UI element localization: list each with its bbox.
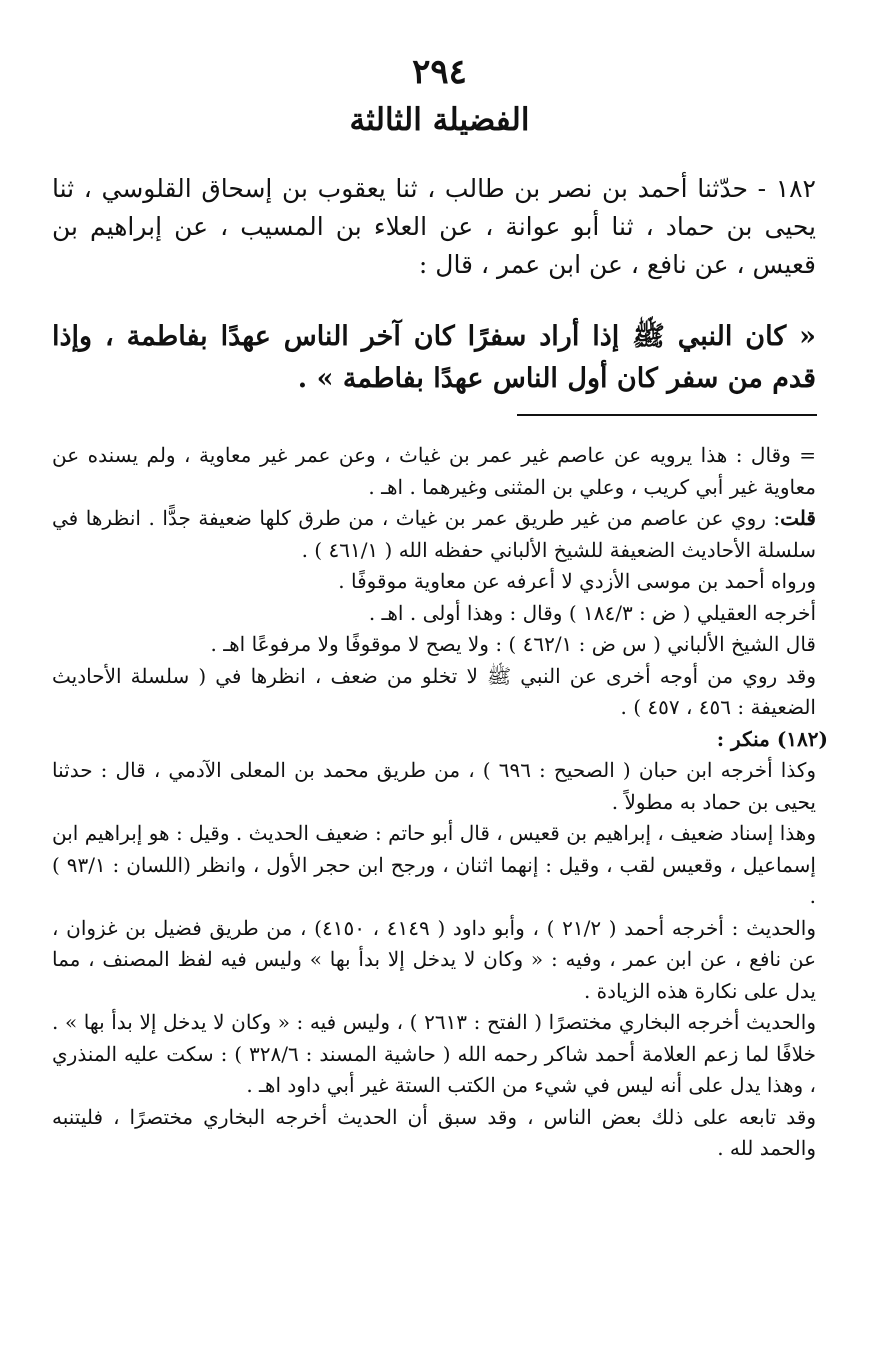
page-number: ٢٩٤ [412,52,467,92]
footnote-separator [517,414,817,416]
chapter-title: الفضيلة الثالثة [349,102,530,138]
footnote-bukhari: والحديث أخرجه البخاري مختصرًا ( الفتح : ٢٦١٣ ) ، وليس فيه : « وكان لا يدخل إلا بدأ بها » . خلافًا لما زعم العلامة أحمد شاكر رحمه الله ( حاشية المسند : ٣٢٨/٦ ) : سكت عليه المنذري ، وهذا يدل على أنه ليس في شيء من الكتب الستة غير أبي داود اهـ . [52,1010,817,1097]
qult-text: : روي عن عاصم من غير طريق عمر بن غياث ، من طرق كلها ضعيفة جدًّا . انظرها في سلسلة الأحاديث الضعيفة للشيخ الألباني حفظه الله ( ٤٦١/١ ) . [52,506,816,562]
footnotes [52,440,828,1165]
qult-label: قلت [780,506,816,530]
footnote-isnad-weak: وهذا إسناد ضعيف ، إبراهيم بن قعيس ، قال أبو حاتم : ضعيف الحديث . وقيل : هو إبراهيم ابن إسماعيل ، وقعيس لقب ، وقيل : إنهما اثنان ، ورجح ابن حجر الأول ، وانظر (اللسان : ٩٣/١ ) . [52,821,816,908]
footnote-albani: قال الشيخ الألباني ( س ض : ٤٦٢/١ ) : ولا يصح لا موقوفًا ولا مرفوعًا اهـ . [210,632,816,656]
hadith-matn: « كان النبي ﷺ إذا أراد سفرًا كان آخر الناس عهدًا بفاطمة ، وإذا قدم من سفر كان أول الناس عهدًا بفاطمة » . [52,321,816,394]
footnote-azdi: ورواه أحمد بن موسى الأزدي لا أعرفه عن معاوية موقوفًا . [338,569,816,593]
hadith-grade: (١٨٢) منكر : [716,726,828,751]
footnote-qult [52,503,816,566]
footnote-ahmad-abudawud: والحديث : أخرجه أحمد ( ٢١/٢ ) ، وأبو داود ( ٤١٤٩ ، ٤١٥٠) ، من طريق فضيل بن غزوان ، عن نافع ، عن ابن عمر ، وفيه : « وكان لا يدخل إلا بدأ بها » وليس فيه لفظ المصنف ، مما يدل على نكارة هذه الزيادة . [52,915,816,1003]
hadith-isnad: ١٨٢ - حدّثنا أحمد بن نصر بن طالب ، ثنا يعقوب بن إسحاق القلوسي ، ثنا يحيى بن حماد ، ثنا أبو عوانة ، عن العلاء بن المسيب ، عن إبراهيم بن قعيس ، عن نافع ، عن ابن عمر ، قال : [52,174,816,279]
footnote-ibn-hibban: وكذا أخرجه ابن حبان ( الصحيح : ٦٩٦ ) ، من طريق محمد بن المعلى الآدمي ، قال : حدثنا يحيى بن حماد به مطولاً . [52,758,816,814]
footnote-other-ways: وقد روي من أوجه أخرى عن النبي ﷺ لا تخلو من ضعف ، انظرها في ( سلسلة الأحاديث الضعيفة : ٤٥٦ ، ٤٥٧ ) . [52,663,816,719]
footnote-uqayli: أخرجه العقيلي ( ض : ١٨٤/٣ ) وقال : وهذا أولى . اهـ . [368,600,816,625]
footnote-continuation: = وقال : هذا يرويه عن عاصم غير عمر بن غياث ، وعن عمر غير معاوية ، ولم يسنده عن معاوية غير أبي كريب ، وعلي بن المثنى وغيرهما . اهـ . [52,443,816,499]
footnote-closing: وقد تابعه على ذلك بعض الناس ، وقد سبق أن الحديث أخرجه البخاري مختصرًا ، فليتنبه والحمد لله . [52,1104,816,1160]
